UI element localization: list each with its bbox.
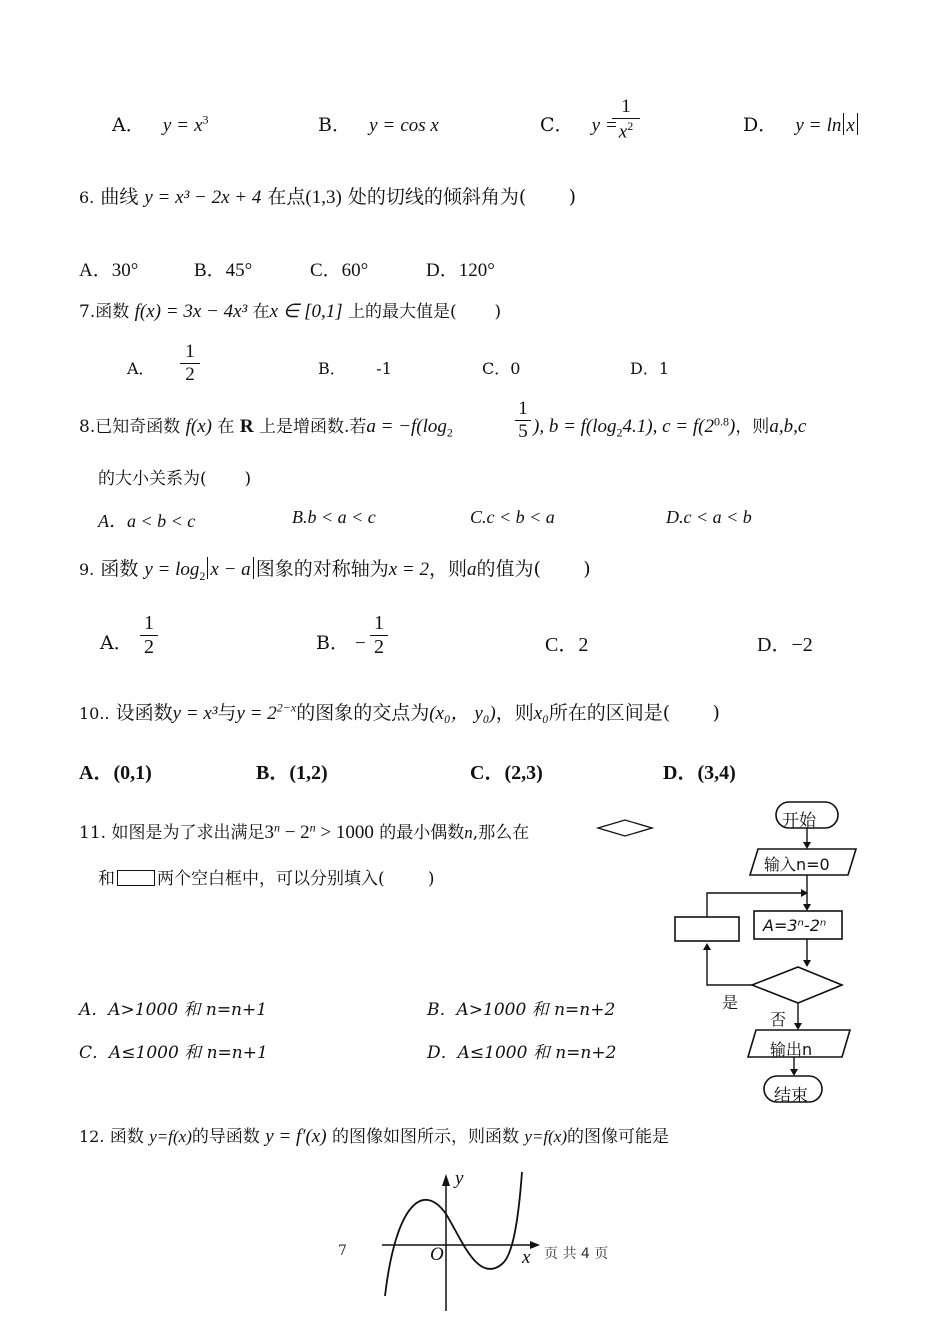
q8-option-a: A．a < b < c — [98, 511, 196, 531]
flowchart-input-label: 输入n=0 — [764, 855, 830, 874]
derivative-graph — [380, 1166, 560, 1316]
q7-option-c: C．0 — [482, 359, 521, 378]
q9-stem: 9. 函数 $y = \log_2 x - a$ 图象的对称轴为x = 2，则a的值为( ) — [79, 558, 591, 583]
q9-option-a-label: A． — [100, 632, 133, 654]
q7-option-b: B． -1 — [318, 359, 392, 378]
q11-stem-line2: 和 两个空白框中，可以分别填入( ) — [98, 869, 435, 889]
flowchart — [660, 795, 860, 1110]
footer-right: 页 共 4 页 — [544, 1246, 609, 1262]
flowchart-output-label: 输出n — [770, 1040, 813, 1059]
q6-option-a: A．30° — [79, 260, 139, 281]
flowchart-blank-box — [675, 917, 739, 941]
q5-option-a: A． $y = x^3$ — [112, 112, 209, 136]
q11-option-c: C．A≤1000 和 n=n+1 — [79, 1043, 268, 1063]
q8-stem-line1-tail: ), $b = f(\log_24.1)$, $c = f(2^{0.8})$，则a,b,c — [533, 414, 807, 440]
graph-origin-label: O — [430, 1244, 444, 1265]
footer-left: 7 — [338, 1243, 347, 1259]
q10-option-b: B．(1,2) — [256, 762, 328, 784]
q11-option-d: D．A≤1000 和 n=n+2 — [427, 1043, 617, 1063]
flowchart-yes-label: 是 — [722, 993, 739, 1012]
q5-option-c: C． y = — [540, 114, 617, 136]
q12-stem: 12. 函数 y=f(x)的导函数 y = f′(x) 的图像如图所示，则函数 y=f(x)的图像可能是 — [79, 1126, 669, 1147]
q8-option-b: B.b < a < c — [292, 507, 376, 527]
q9-option-d: D．−2 — [757, 634, 813, 656]
q7-option-a-label: A． — [127, 359, 155, 378]
graph-x-label: x — [522, 1247, 531, 1268]
q10-option-c: C．(2,3) — [470, 762, 543, 784]
q11-option-b: B．A>1000 和 n=n+2 — [427, 1000, 616, 1020]
q5-option-d: D． y = ln x — [743, 110, 860, 137]
q7-option-a-fraction: 1 2 — [180, 341, 200, 386]
q11-stem-line1: 11. 如图是为了求出满足$3^n - 2^n > 1000$ 的最小偶数n,那么在 — [79, 820, 530, 843]
q8-stem-line2: 的大小关系为( ) — [98, 469, 252, 489]
q6-stem: 6. 曲线 y = x³ − 2x + 4 在点(1,3) 处的切线的倾斜角为( ) — [79, 186, 576, 208]
q8-option-d: D.c < a < b — [666, 507, 752, 527]
flowchart-assign-label: A=3ⁿ-2ⁿ — [763, 916, 827, 935]
q10-option-d: D．(3,4) — [663, 762, 736, 784]
q11-option-a: A．A>1000 和 n=n+1 — [79, 1000, 268, 1020]
q10-stem: 10.. 设函数y = x³与$y = 2^{2-x}$的图象的交点为(x₀， y₀)，则x₀所在的区间是( ) — [79, 700, 720, 724]
flowchart-decision-node — [752, 967, 842, 1003]
q9-option-a-fraction: 1 2 — [140, 612, 158, 659]
derivative-curve — [385, 1172, 522, 1296]
q5-option-b: B． y = cos x — [318, 114, 439, 136]
q9-option-c: C．2 — [545, 634, 589, 656]
q10-option-a: A．(0,1) — [79, 762, 152, 784]
q5-c-fraction: 1 $x^2$ — [612, 96, 640, 143]
q7-stem: 7.函数 f(x) = 3x − 4x³ 在x ∈ [0,1] 上的最大值是( ) — [79, 301, 502, 322]
q8-option-c: C.c < b < a — [470, 507, 555, 527]
flowchart-start-label: 开始 — [782, 811, 816, 831]
q7-option-d: D．1 — [630, 359, 670, 378]
flowchart-end-label: 结束 — [774, 1086, 808, 1106]
rectangle-blank-icon — [117, 870, 155, 886]
graph-y-label: y — [455, 1168, 464, 1189]
q6-option-c: C．60° — [310, 260, 369, 281]
diamond-blank-icon — [596, 818, 654, 838]
q8-stem-line1: 8.已知奇函数 f(x) 在 R 上是增函数.若$a = -f(\log_2$ — [79, 416, 453, 440]
q8-fraction: 1 5 — [515, 398, 531, 443]
q9-option-b-fraction: 1 2 — [370, 612, 388, 659]
flowchart-no-label: 否 — [770, 1010, 787, 1029]
q6-option-d: D．120° — [426, 260, 495, 281]
q9-option-b-label: B． − — [316, 632, 366, 654]
q6-option-b: B．45° — [194, 260, 253, 281]
